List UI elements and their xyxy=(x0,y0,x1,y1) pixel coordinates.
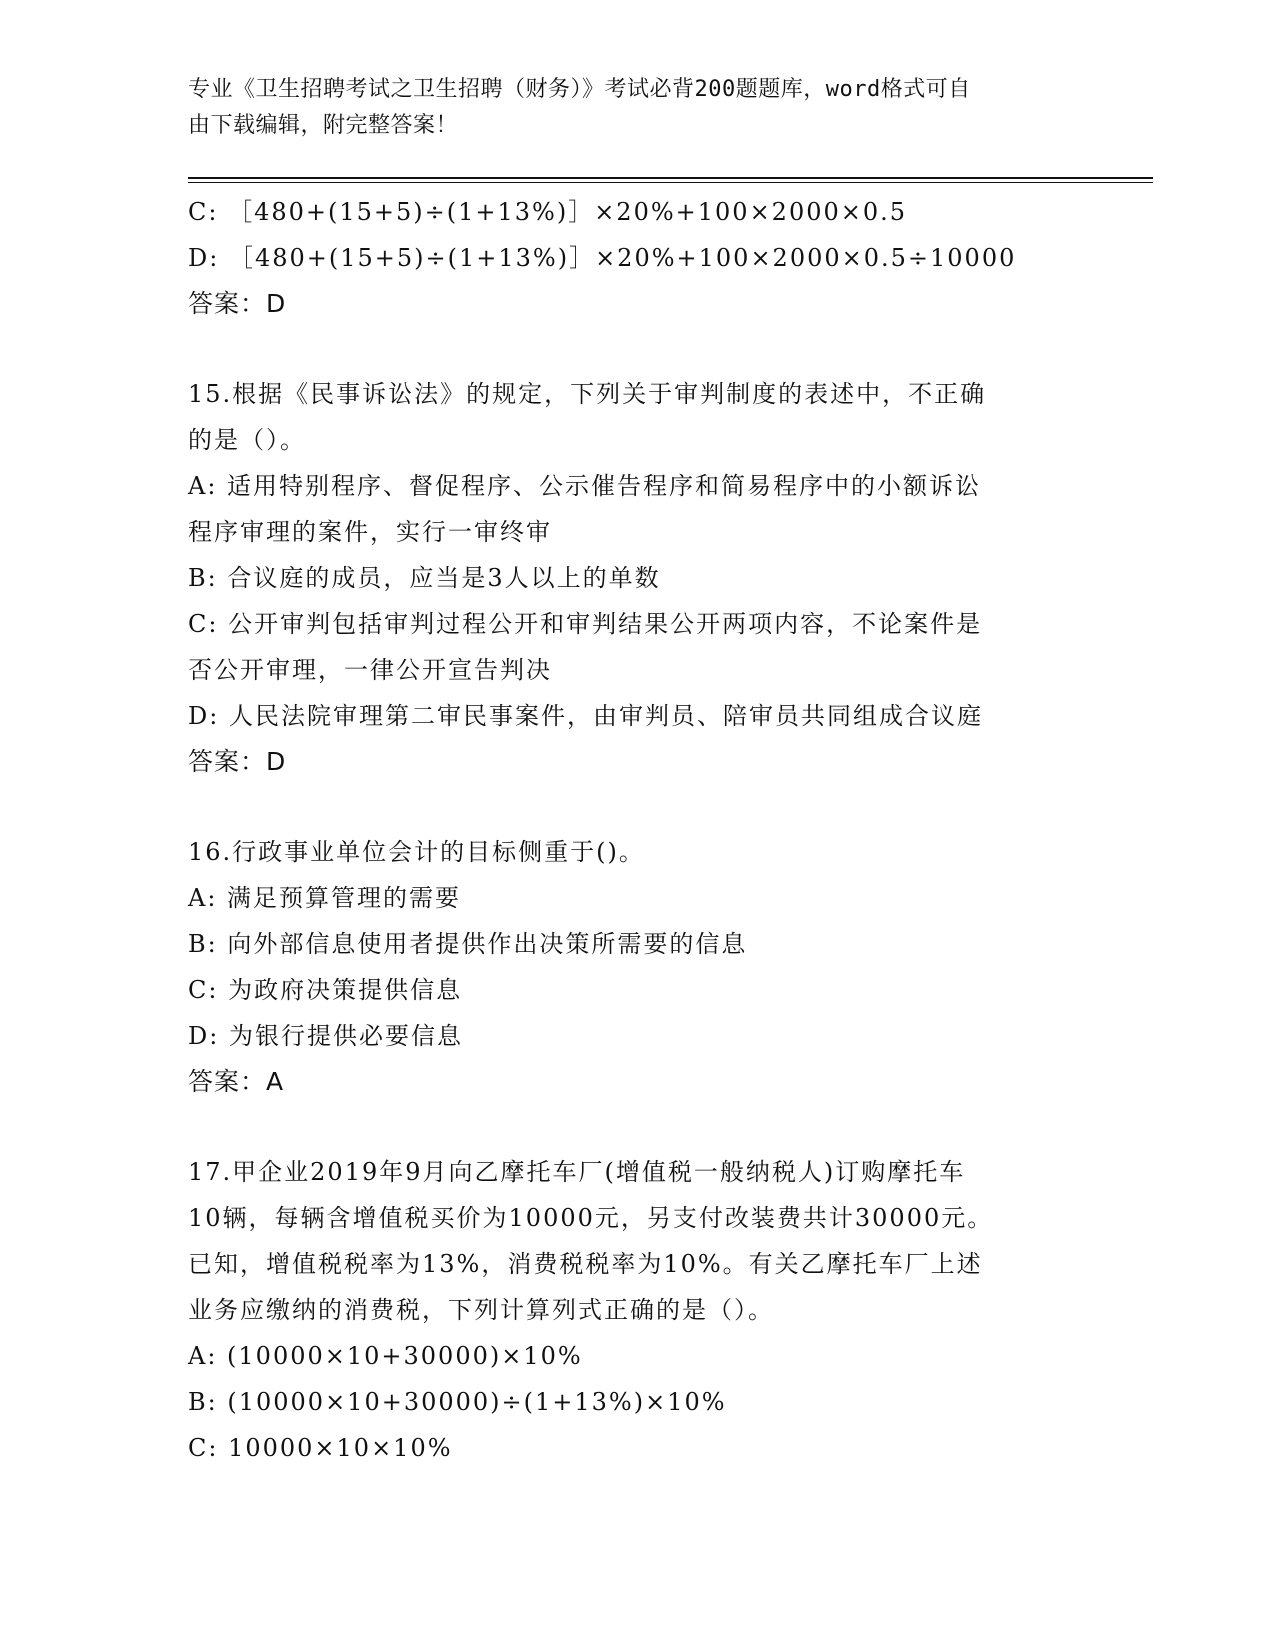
q17-stem-line-3: 已知，增值税税率为13%，消费税税率为10%。有关乙摩托车厂上述 xyxy=(188,1250,983,1278)
question-16-block xyxy=(188,829,1088,1105)
q15-option-c-line-1: C: 公开审判包括审判过程公开和审判结果公开两项内容，不论案件是 xyxy=(188,610,983,638)
header-divider-thin xyxy=(188,182,1153,183)
header-line-1: 专业《卫生招聘考试之卫生招聘（财务）》考试必背200题题库，word格式可自 xyxy=(188,77,971,102)
q16-option-b: B: 向外部信息使用者提供作出决策所需要的信息 xyxy=(188,930,748,958)
question-15-block xyxy=(188,371,1088,785)
q17-stem-line-1: 17.甲企业2019年9月向乙摩托车厂(增值税一般纳税人)订购摩托车 xyxy=(188,1158,966,1186)
q15-option-a-line-1: A: 适用特别程序、督促程序、公示催告程序和简易程序中的小额诉讼 xyxy=(188,472,982,500)
spacer xyxy=(188,327,1088,371)
q17-option-a: A: (10000×10+30000)×10% xyxy=(188,1342,583,1370)
document-header xyxy=(188,72,1068,144)
q15-option-c-line-2: 否公开审理，一律公开宣告判决 xyxy=(188,656,552,684)
q16-option-c: C: 为政府决策提供信息 xyxy=(188,976,463,1004)
q14-option-c: C: ［480+(15+5)÷(1+13%)］×20%+100×2000×0.5 xyxy=(188,198,908,226)
question-14-block xyxy=(188,189,1088,327)
header-divider-thick xyxy=(188,177,1153,179)
question-list xyxy=(188,189,1088,1471)
q16-stem: 16.行政事业单位会计的目标侧重于()。 xyxy=(188,838,645,866)
question-17-block xyxy=(188,1149,1088,1471)
q17-stem-line-4: 业务应缴纳的消费税，下列计算列式正确的是（）。 xyxy=(188,1296,774,1324)
q14-answer: 答案：D xyxy=(188,289,287,318)
q17-stem-line-2: 10辆，每辆含增值税买价为10000元，另支付改装费共计30000元。 xyxy=(188,1204,994,1232)
q16-option-a: A: 满足预算管理的需要 xyxy=(188,884,462,912)
q15-option-a-line-2: 程序审理的案件，实行一审终审 xyxy=(188,518,552,546)
q15-stem-line-1: 15.根据《民事诉讼法》的规定，下列关于审判制度的表述中，不正确 xyxy=(188,380,987,408)
spacer xyxy=(188,785,1088,829)
header-line-2: 由下载编辑，附完整答案！ xyxy=(188,113,459,138)
q17-option-c: C: 10000×10×10% xyxy=(188,1434,453,1462)
q15-option-d: D: 人民法院审理第二审民事案件，由审判员、陪审员共同组成合议庭 xyxy=(188,702,983,730)
q16-answer: 答案：A xyxy=(188,1067,285,1096)
q16-option-d: D: 为银行提供必要信息 xyxy=(188,1022,463,1050)
spacer xyxy=(188,1105,1088,1149)
q15-answer: 答案：D xyxy=(188,747,287,776)
q14-option-d: D: ［480+(15+5)÷(1+13%)］×20%+100×2000×0.5÷10000 xyxy=(188,244,1017,272)
q17-option-b: B: (10000×10+30000)÷(1+13%)×10% xyxy=(188,1388,727,1416)
q15-option-b: B: 合议庭的成员，应当是3人以上的单数 xyxy=(188,564,661,592)
q15-stem-line-2: 的是（）。 xyxy=(188,426,306,454)
